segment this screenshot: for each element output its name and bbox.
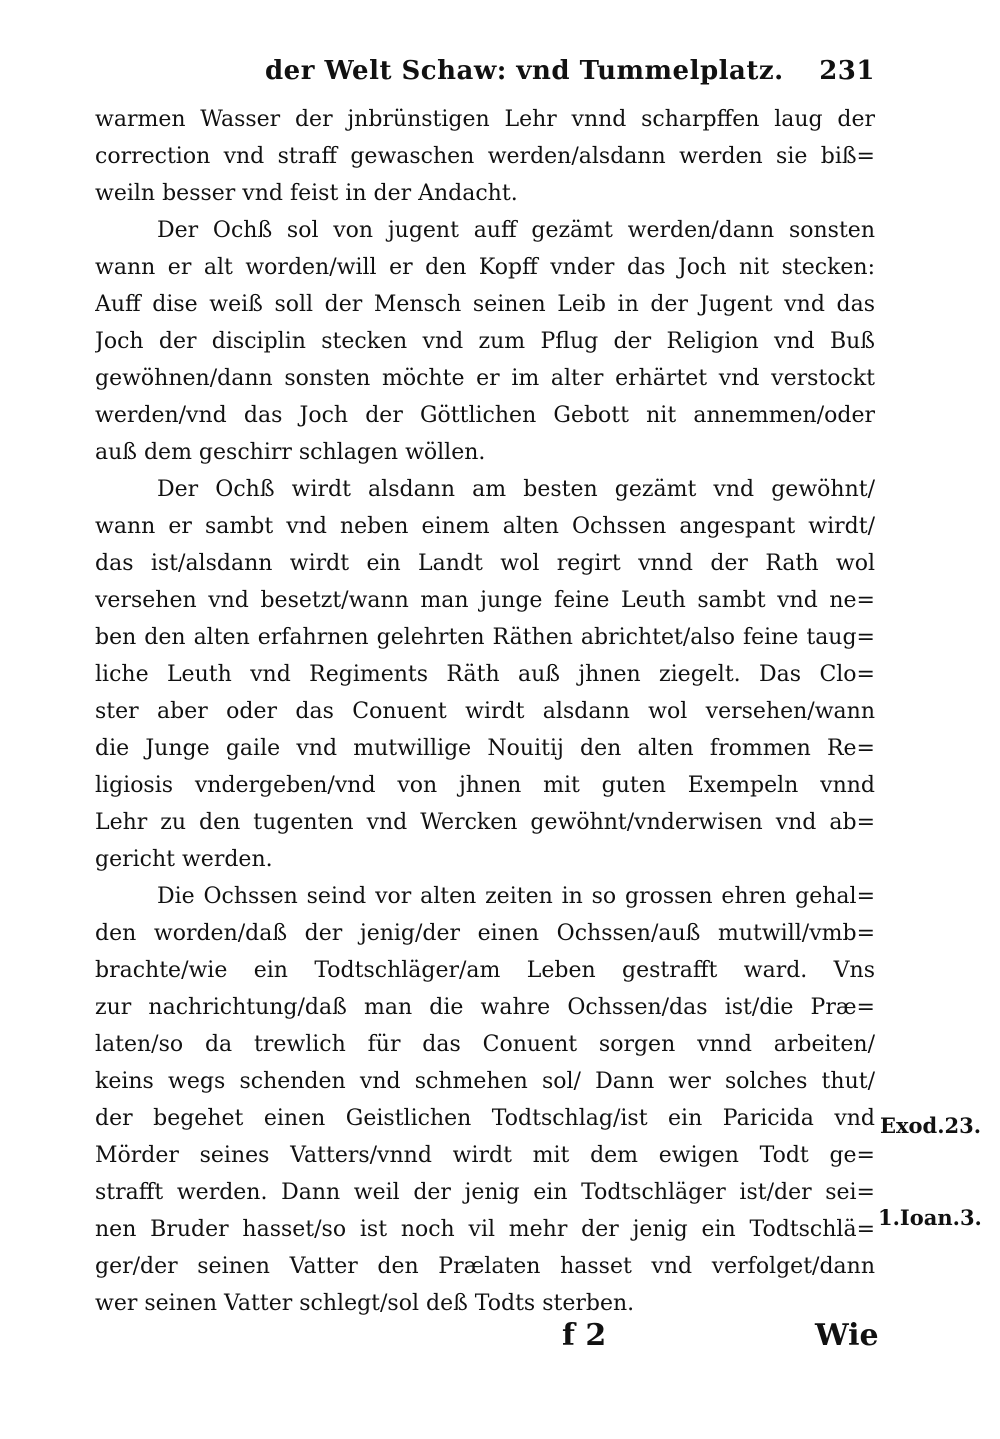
text-line: ben den alten erfahrnen gelehrten Räthen abrichtet/also feine taug= (95, 625, 875, 650)
text-line: warmen Wasser der jnbrünstigen Lehr vnnd scharpffen laug der (95, 107, 875, 132)
text-line: der begehet einen Geistlichen Todtschlag/ist ein Paricida vnd (95, 1106, 875, 1131)
text-line: Der Ochß sol von jugent auff gezämt werden/dann sonsten (157, 218, 875, 243)
text-line: das ist/alsdann wirdt ein Landt wol regirt vnnd der Rath wol (95, 551, 875, 576)
text-line: nen Bruder hasset/so ist noch vil mehr der jenig ein Todtschlä= (95, 1217, 875, 1242)
text-line: ster aber oder das Conuent wirdt alsdann wol versehen/wann (95, 699, 875, 724)
text-line: keins wegs schenden vnd schmehen sol/ Dann wer solches thut/ (95, 1069, 875, 1094)
text-line: wer seinen Vatter schlegt/sol deß Todts sterben. (95, 1291, 635, 1316)
text-line: wann er sambt vnd neben einem alten Ochssen angespant wirdt/ (95, 514, 875, 539)
text-line: gewöhnen/dann sonsten möchte er im alter erhärtet vnd verstockt (95, 366, 875, 391)
catchword: Wie (815, 1318, 879, 1353)
running-header (265, 52, 875, 92)
text-line: auß dem geschirr schlagen wöllen. (95, 440, 486, 465)
text-line: Mörder seines Vatters/vnnd wirdt mit dem ewigen Todt ge= (95, 1143, 875, 1168)
text-line: Der Ochß wirdt alsdann am besten gezämt vnd gewöhnt/ (157, 477, 875, 502)
text-line: die Junge gaile vnd mutwillige Nouitij den alten frommen Re= (95, 736, 875, 761)
text-line: wann er alt worden/will er den Kopff vnder das Joch nit stecken: (95, 255, 875, 280)
text-line: versehen vnd besetzt/wann man junge feine Leuth sambt vnd ne= (95, 588, 875, 613)
text-line: weiln besser vnd feist in der Andacht. (95, 181, 518, 206)
margin-note-exodus: Exod.23. (880, 1113, 982, 1138)
text-line: werden/vnd das Joch der Göttlichen Gebott nit annemmen/oder (95, 403, 875, 428)
text-line: liche Leuth vnd Regiments Räth auß jhnen ziegelt. Das Clo= (95, 662, 875, 687)
text-line: laten/so da trewlich für das Conuent sorgen vnnd arbeiten/ (95, 1032, 875, 1057)
text-line: gericht werden. (95, 847, 273, 872)
text-line: Joch der disciplin stecken vnd zum Pflug der Religion vnd Buß (95, 329, 875, 354)
text-line: brachte/wie ein Todtschläger/am Leben gestrafft ward. Vns (95, 958, 875, 983)
text-line: ligiosis vndergeben/vnd von jhnen mit guten Exempeln vnnd (95, 773, 875, 798)
margin-note-john: 1.Ioan.3. (878, 1205, 982, 1230)
text-line: den worden/daß der jenig/der einen Ochssen/auß mutwill/vmb= (95, 921, 875, 946)
text-line: ger/der seinen Vatter den Prælaten hasset vnd verfolget/dann (95, 1254, 875, 1279)
page-number: 231 (819, 56, 875, 86)
signature-mark: f 2 (562, 1318, 607, 1353)
running-title: der Welt Schaw: vnd Tummelplatz. (265, 56, 784, 86)
text-line: strafft werden. Dann weil der jenig ein Todtschläger ist/der sei= (95, 1180, 875, 1205)
text-line: Die Ochssen seind vor alten zeiten in so grossen ehren gehal= (157, 884, 875, 909)
page-footer (0, 1318, 1000, 1368)
text-line: zur nachrichtung/daß man die wahre Ochssen/das ist/die Præ= (95, 995, 875, 1020)
text-line: Auff dise weiß soll der Mensch seinen Leib in der Jugent vnd das (95, 292, 875, 317)
text-line: correction vnd straff gewaschen werden/alsdann werden sie biß= (95, 144, 875, 169)
text-line: Lehr zu den tugenten vnd Wercken gewöhnt/vnderwisen vnd ab= (95, 810, 875, 835)
